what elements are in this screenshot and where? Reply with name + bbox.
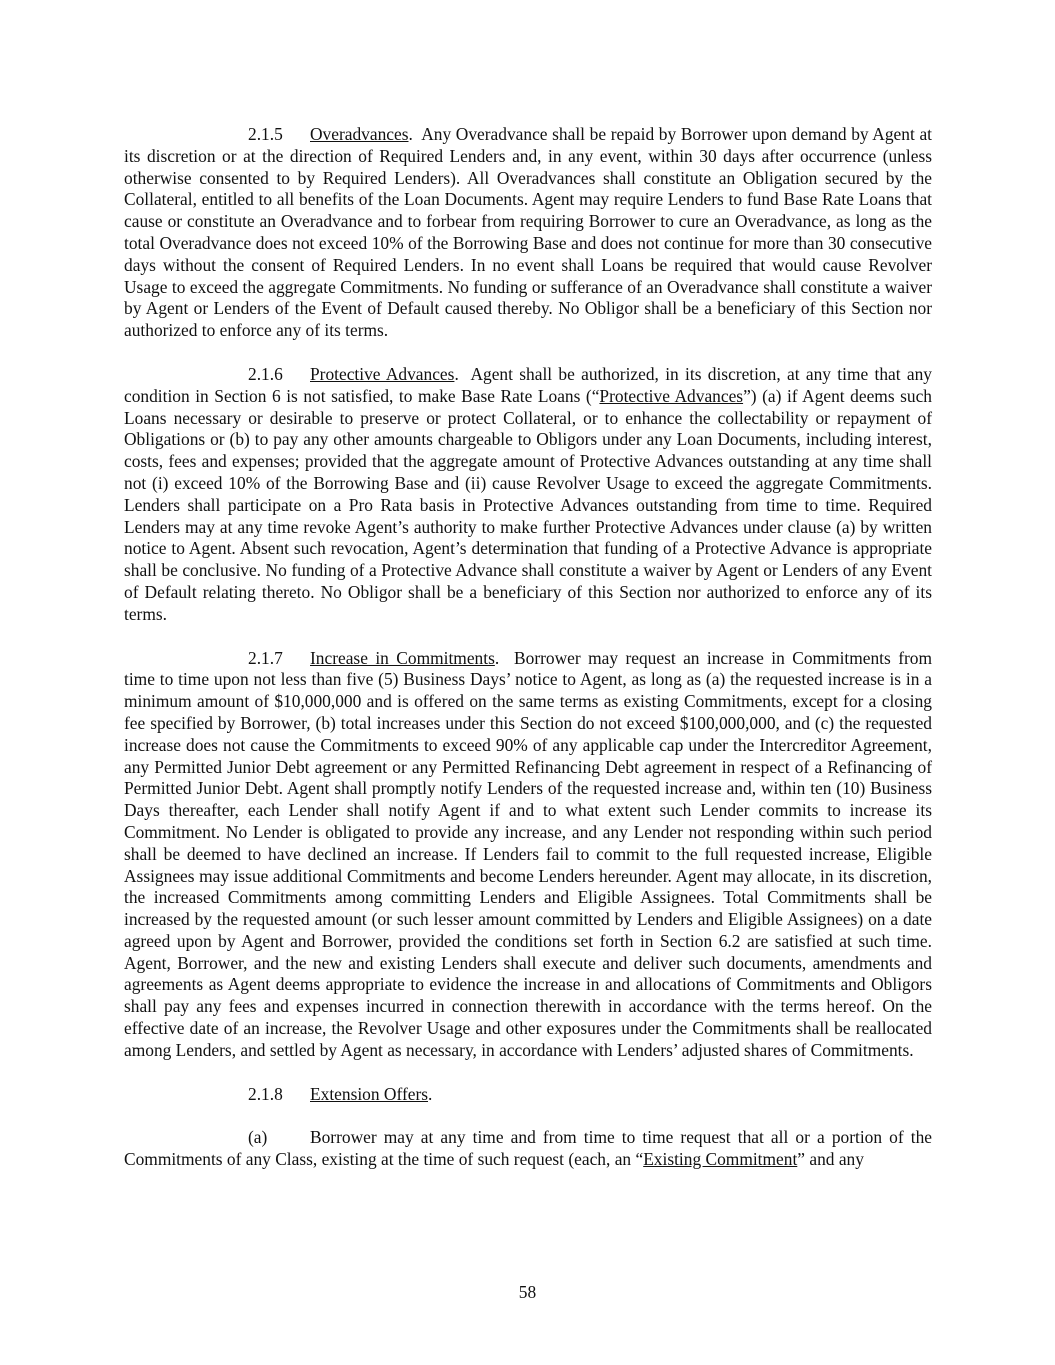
section-2-1-7: 2.1.7 Increase in Commitments. Borrower may request an increase in Commitments from time to time upon not less than five (5) Business Days’ notice to Agent, as long as (a) the requested increase is in a minimum amount of $10,000,000 and is offered on the same terms as existing Commitments, except for a closing fee specified by Borrower, (b) total increases under this Section do not exceed $100,000,000, and (c) the requested increase does not cause the Commitments to exceed 90% of any applicable cap under the Intercreditor Agreement, any Permitted Junior Debt agreement or any Permitted Refinancing Debt agreement in respect of a Refinancing of Permitted Junior Debt. Agent shall promptly notify Lenders of the requested increase and, within ten (10) Business Days thereafter, each Lender shall notify Agent if and to what extent such Lender commits to increase its Commitment. No Lender is obligated to provide any increase, and any Lender not responding within such period shall be deemed to have declined an increase. If Lenders fail to commit to the full requested increase, Eligible Assignees may issue additional Commitments and become Lenders hereunder. Agent may allocate, in its discretion, the increased Commitments among committing Lenders and Eligible Assignees. Total Commitments shall be increased by the requested amount (or such lesser amount committed by Lenders and Eligible Assignees) on a date agreed upon by Agent and Borrower, provided the conditions set forth in Section 6.2 are satisfied at such time. Agent, Borrower, and the new and existing Lenders shall execute and deliver such documents, amendments and agreements as Agent deems appropriate to evidence the increase in and allocations of Commitments and Obligors shall pay any fees and expenses incurred in connection therewith in accordance with the terms hereof. On the effective date of an increase, the Revolver Usage and other exposures under the Commitments shall be reallocated among Lenders, and settled by Agent as necessary, in accordance with Lenders’ adjusted shares of Commitments. <box>124 647 933 1060</box>
section-number: 2.1.6 <box>248 363 283 384</box>
section-number: 2.1.7 <box>248 647 283 668</box>
section-heading: Extension Offers <box>310 1083 429 1104</box>
section-2-1-6: 2.1.6 Protective Advances. Agent shall be authorized, in its discretion, at any time that any condition in Section 6 is not satisfied, to make Base Rate Loans (“Protective Advances”) (a) if Agent deems such Loans necessary or desirable to preserve or protect Collateral, or to enhance the collectability or repayment of Obligations or (b) to pay any other amounts chargeable to Obligors under any Loan Documents, including interest, costs, fees and expenses; provided that the aggregate amount of Protective Advances outstanding at any time shall not (i) exceed 10% of the Borrowing Base and (ii) cause Revolver Usage to exceed the aggregate Commitments. Lenders shall participate on a Pro Rata basis in Protective Advances outstanding from time to time. Required Lenders may at any time revoke Agent’s authority to make further Protective Advances under clause (a) by written notice to Agent. Absent such revocation, Agent’s determination that funding of a Protective Advance is appropriate shall be conclusive. No funding of a Protective Advance shall constitute a waiver by Agent or Lenders of any Event of Default relating thereto. No Obligor shall be a beneficiary of this Section nor authorized to enforce any of its terms. <box>124 363 932 624</box>
page-number: 58 <box>518 1282 537 1302</box>
document-body <box>124 124 932 1193</box>
section-text: . <box>428 1083 433 1104</box>
section-heading: Protective Advances <box>310 363 455 384</box>
subclause-text: Borrower may at any time and from time to time request that all or a portion of the Commitments of any Class, existing at the time of such request (each, an “ <box>124 1127 932 1170</box>
section-number: 2.1.5 <box>248 124 283 144</box>
section-number: 2.1.8 <box>248 1083 283 1104</box>
section-text-continued: ”) (a) if Agent deems such Loans necessary or desirable to preserve or protect Collateral, or to enhance the collectability or repayment of Obligations or (b) to pay any other amounts chargeable to Obligors under any Loan Documents, including interest, costs, fees and expenses; provided that the aggregate amount of Protective Advances outstanding at any time shall not (i) exceed 10% of the Borrowing Base and (ii) cause Revolver Usage to exceed the aggregate Commitments. Lenders shall participate on a Pro Rata basis in Protective Advances outstanding from time to time. Required Lenders may at any time revoke Agent’s authority to make further Protective Advances under clause (a) by written notice to Agent. Absent such revocation, Agent’s determination that funding of a Protective Advance is appropriate shall be conclusive. No funding of a Protective Advance shall constitute a waiver by Agent or Lenders of any Event of Default relating thereto. No Obligor shall be a beneficiary of this Section nor authorized to enforce any of its terms. <box>124 385 932 624</box>
section-2-1-5: 2.1.5 Overadvances. Any Overadvance shall be repaid by Borrower upon demand by Agent at its discretion or at the direction of Required Lenders and, in any event, within 30 days after occurrence (unless otherwise consented to by Required Lenders). All Overadvances shall constitute an Obligation secured by the Collateral, entitled to all benefits of the Loan Documents. Agent may require Lenders to fund Base Rate Loans that cause or constitute an Overadvance and to forbear from requiring Borrower to cure an Overadvance, as long as the total Overadvance does not exceed 10% of the Borrowing Base and does not continue for more than 30 consecutive days without the consent of Required Lenders. In no event shall Loans be required that would cause Revolver Usage to exceed the aggregate Commitments. No funding or sufferance of an Overadvance shall constitute a waiver by Agent or Lenders of the Event of Default caused thereby. No Obligor shall be a beneficiary of this Section nor authorized to enforce any of its terms. <box>124 124 932 341</box>
section-heading: Overadvances <box>310 124 409 144</box>
section-text: Agent shall be authorized, in its discretion, at any time that any condition in Section 6 is not satisfied, to make Base Rate Loans (“ <box>124 363 932 406</box>
section-2-1-8 <box>124 1084 932 1106</box>
section-text: Any Overadvance shall be repaid by Borrower upon demand by Agent at its discretion or at the direction of Required Lenders and, in any event, within 30 days after occurrence (unless otherwise consented to by Required Lenders). All Overadvances shall constitute an Obligation secured by the Collateral, entitled to all benefits of the Loan Documents. Agent may require Lenders to fund Base Rate Loans that cause or constitute an Overadvance and to forbear from requiring Borrower to cure an Overadvance, as long as the total Overadvance does not exceed 10% of the Borrowing Base and does not continue for more than 30 consecutive days without the consent of Required Lenders. In no event shall Loans be required that would cause Revolver Usage to exceed the aggregate Commitments. No funding or sufferance of an Overadvance shall constitute a waiver by Agent or Lenders of the Event of Default caused thereby. No Obligor shall be a beneficiary of this Section nor authorized to enforce any of its terms. <box>124 124 932 341</box>
section-heading: Increase in Commitments <box>310 647 495 668</box>
subclause-a <box>124 1127 932 1171</box>
subclause-label: (a) <box>248 1127 268 1148</box>
defined-term: Protective Advances <box>599 385 744 406</box>
section-text: Borrower may request an increase in Commitments from time to time upon not less than five (5) Business Days’ notice to Agent, as long as (a) the requested increase is in a minimum amount of $10,000,000 and is offered on the same terms as existing Commitments, except for a closing fee specified by Borrower, (b) total increases under this Section do not exceed $100,000,000, and (c) the requested increase does not cause the Commitments to exceed 90% of any applicable cap under the Intercreditor Agreement, any Permitted Junior Debt agreement or any Permitted Refinancing Debt agreement in respect of a Refinancing of Permitted Junior Debt. Agent shall promptly notify Lenders of the requested increase and, within ten (10) Business Days thereafter, each Lender shall notify Agent if and to what extent such Lender commits to increase its Commitment. No Lender is obligated to provide any increase, and any Lender not responding within such period shall be deemed to have declined an increase. If Lenders fail to commit to the full requested increase, Eligible Assignees may issue additional Commitments and become Lenders hereunder. Agent may allocate, in its discretion, the increased Commitments among committing Lenders and Eligible Assignees. Total Commitments shall be increased by the requested amount (or such lesser amount committed by Lenders and Eligible Assignees) on a date agreed upon by Agent and Borrower, provided the conditions set forth in Section 6.2 are satisfied at such time. Agent, Borrower, and the new and existing Lenders shall execute and deliver such documents, amendments and agreements as Agent deems appropriate to evidence the increase in and allocations of Commitments and Obligors shall pay any fees and expenses incurred in connection therewith in accordance with the terms hereof. On the effective date of an increase, the Revolver Usage and other exposures under the Commitments shall be reallocated among Lenders, and settled by Agent as necessary, in accordance with Lenders’ adjusted shares of Commitments. <box>124 647 933 1060</box>
subclause-text-continued: ” and any <box>797 1149 864 1170</box>
defined-term: Existing Commitment <box>643 1149 798 1170</box>
